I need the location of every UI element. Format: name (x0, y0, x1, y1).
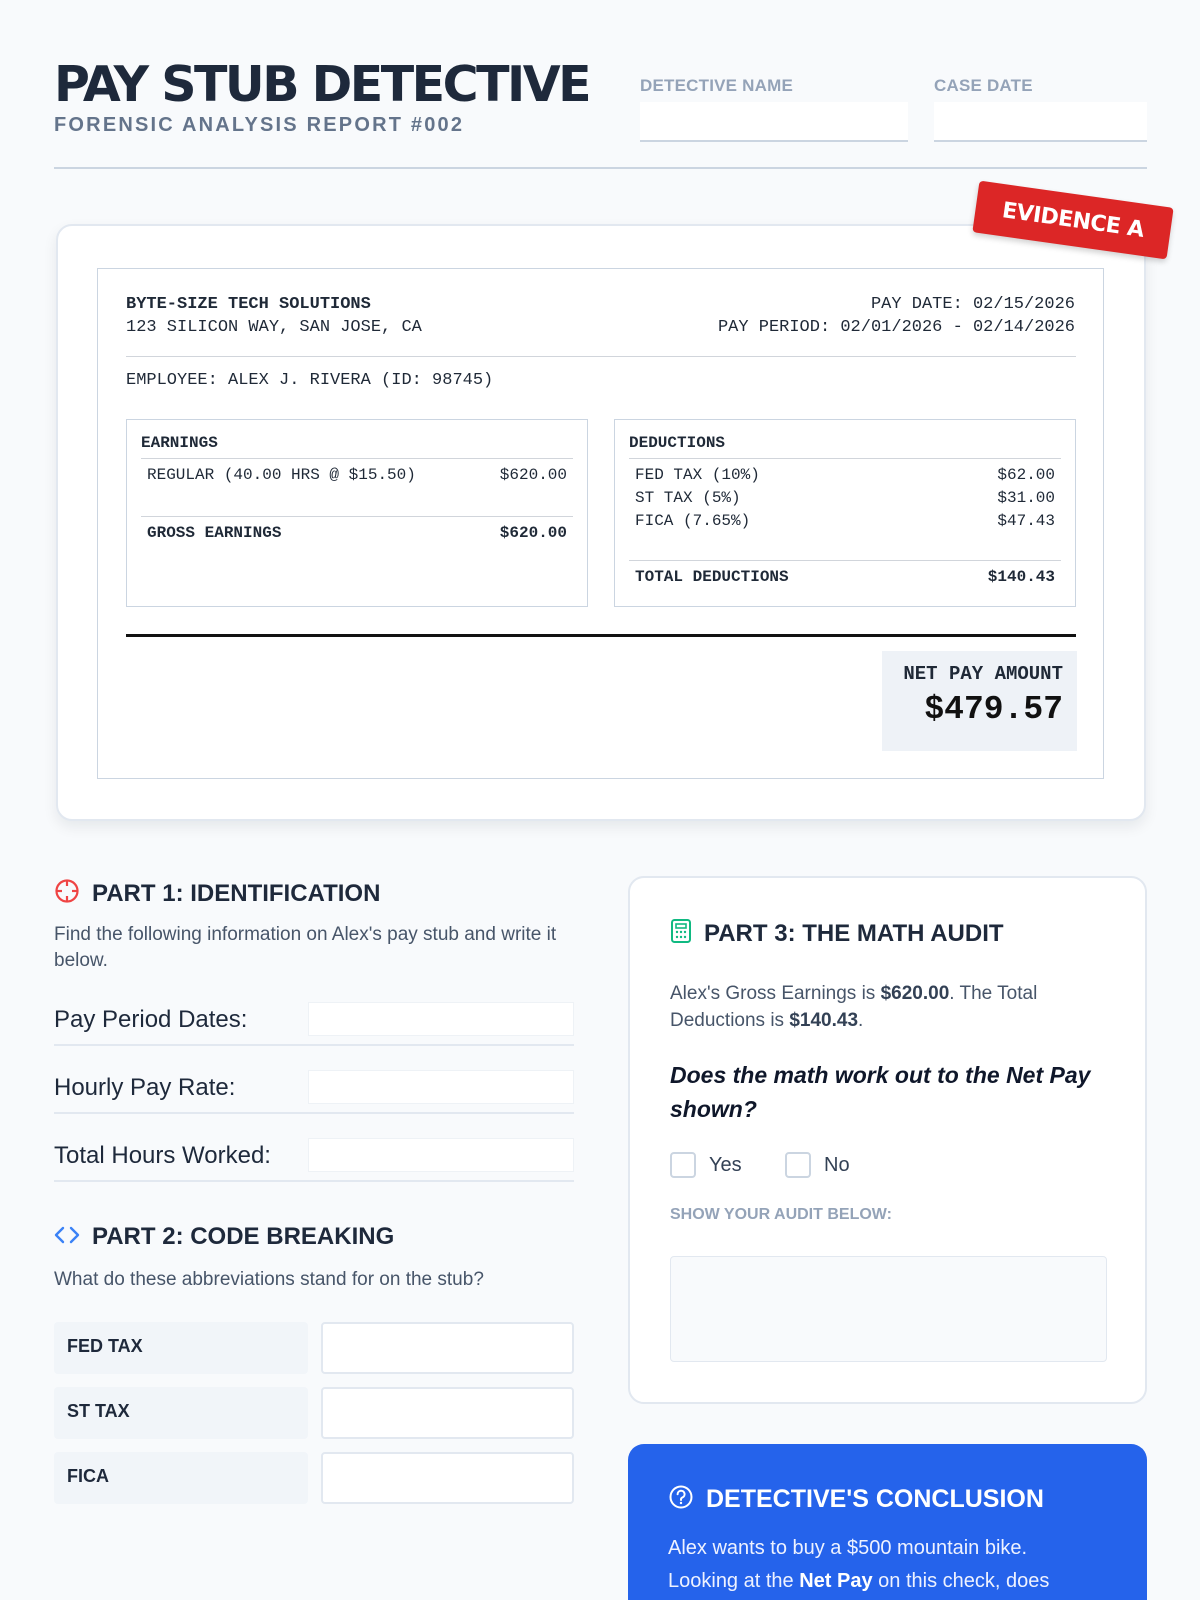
part1-description: Find the following information on Alex's pay stub and write it below. (54, 924, 557, 971)
question-row (54, 1070, 574, 1114)
deductions-heading: DEDUCTIONS (629, 434, 726, 452)
case-date-label: CASE DATE (934, 76, 1033, 95)
deduction-row-amount: $31.00 (997, 489, 1055, 507)
question-label: Total Hours Worked: (54, 1142, 271, 1169)
code-icon (54, 1224, 80, 1251)
earnings-row (147, 466, 567, 484)
page-subtitle: FORENSIC ANALYSIS REPORT #002 (54, 114, 465, 136)
question-label: Hourly Pay Rate: (54, 1074, 236, 1101)
deduction-row-label: FICA (7.65%) (635, 512, 751, 530)
earnings-header-rule (141, 458, 573, 459)
deductions-total-rule (629, 560, 1061, 561)
answer-input[interactable] (308, 1138, 574, 1172)
deduction-row (635, 512, 1055, 530)
total-deductions-label: TOTAL DEDUCTIONS (635, 568, 789, 586)
audit-text-3: . (858, 1010, 864, 1031)
help-circle-icon (668, 1484, 694, 1515)
audit-work-area[interactable] (670, 1256, 1107, 1362)
answer-input[interactable] (308, 1070, 574, 1104)
part1-heading (54, 878, 380, 909)
company-address: 123 SILICON WAY, SAN JOSE, CA (126, 318, 422, 337)
code-row (54, 1322, 574, 1374)
math-audit-card (628, 876, 1147, 1404)
conclusion-heading (668, 1484, 1044, 1515)
conclusion-text-2: on this check, does (872, 1570, 1050, 1592)
deduction-row-label: ST TAX (5%) (635, 489, 741, 507)
code-label: FED TAX (54, 1322, 308, 1374)
calculator-icon (670, 918, 692, 949)
part3-heading (670, 918, 1004, 949)
conclusion-text-1: Alex wants to buy a $500 mountain bike. Looking at the (668, 1537, 1028, 1592)
conclusion-card (628, 1444, 1147, 1600)
earnings-heading: EARNINGS (141, 434, 218, 452)
total-deductions-amount: $140.43 (987, 568, 1055, 586)
evidence-tag: EVIDENCE A (972, 181, 1173, 260)
company-name: BYTE-SIZE TECH SOLUTIONS (126, 295, 371, 314)
net-pay-divider (126, 634, 1076, 637)
conclusion-title: DETECTIVE'S CONCLUSION (706, 1485, 1044, 1513)
audit-label: SHOW YOUR AUDIT BELOW: (670, 1206, 892, 1223)
deduction-row-amount: $62.00 (997, 466, 1055, 484)
employee-info: EMPLOYEE: ALEX J. RIVERA (ID: 98745) (126, 371, 494, 390)
pay-stub (97, 268, 1104, 779)
audit-question: Does the math work out to the Net Pay shown? (670, 1062, 1091, 1122)
detective-name-label: DETECTIVE NAME (640, 76, 793, 95)
conclusion-text (668, 1532, 1088, 1598)
case-date-input[interactable] (934, 102, 1147, 142)
net-pay-box (882, 651, 1077, 751)
crosshair-icon (54, 878, 80, 909)
audit-facts (670, 980, 1110, 1034)
deductions-header-rule (629, 458, 1061, 459)
deduction-row (635, 466, 1055, 484)
detective-name-field (640, 76, 908, 142)
audit-gross-value: $620.00 (880, 983, 950, 1004)
code-answer-input[interactable] (321, 1387, 574, 1439)
no-checkbox[interactable] (785, 1152, 811, 1178)
deductions-table (614, 419, 1076, 607)
option-yes[interactable] (670, 1152, 742, 1178)
part2-heading (54, 1223, 394, 1251)
audit-text-1: Alex's Gross Earnings is (670, 983, 881, 1004)
question-label: Pay Period Dates: (54, 1006, 248, 1033)
yes-checkbox[interactable] (670, 1152, 696, 1178)
part3-title: PART 3: THE MATH AUDIT (704, 919, 1004, 947)
code-label: ST TAX (54, 1387, 308, 1439)
yes-label: Yes (709, 1153, 742, 1176)
code-row (54, 1387, 574, 1439)
net-pay-label: NET PAY AMOUNT (903, 663, 1063, 685)
question-row (54, 1138, 574, 1182)
detective-name-input[interactable] (640, 102, 908, 142)
no-label: No (824, 1153, 850, 1176)
earnings-row-label: REGULAR (40.00 HRS @ $15.50) (147, 466, 416, 484)
answer-input[interactable] (308, 1002, 574, 1036)
gross-earnings-row (147, 524, 567, 542)
stub-divider (126, 356, 1076, 357)
earnings-total-rule (141, 516, 573, 517)
code-answer-input[interactable] (321, 1452, 574, 1504)
question-row (54, 1002, 574, 1046)
conclusion-net-pay: Net Pay (799, 1570, 873, 1592)
deduction-row-label: FED TAX (10%) (635, 466, 760, 484)
earnings-row-amount: $620.00 (499, 466, 567, 484)
code-row (54, 1452, 574, 1504)
option-no[interactable] (785, 1152, 850, 1178)
header-divider (54, 167, 1147, 169)
earnings-table (126, 419, 588, 607)
part2-description: What do these abbreviations stand for on the stub? (54, 1269, 484, 1290)
total-deductions-row (635, 568, 1055, 586)
net-pay-amount: $479.57 (924, 691, 1063, 728)
audit-deductions-value: $140.43 (789, 1010, 859, 1031)
pay-date: PAY DATE: 02/15/2026 (870, 295, 1075, 314)
code-label: FICA (54, 1452, 308, 1504)
part2-title: PART 2: CODE BREAKING (92, 1223, 395, 1250)
page-title: PAY STUB DETECTIVE (54, 56, 590, 113)
deduction-row-amount: $47.43 (997, 512, 1055, 530)
pay-period: PAY PERIOD: 02/01/2026 - 02/14/2026 (717, 318, 1075, 337)
code-answer-input[interactable] (321, 1322, 574, 1374)
gross-earnings-amount: $620.00 (499, 524, 567, 542)
audit-text-2: . The Total Deductions is (670, 983, 1038, 1031)
case-date-field (934, 76, 1147, 142)
deduction-row (635, 489, 1055, 507)
gross-earnings-label: GROSS EARNINGS (147, 524, 282, 542)
part1-title: PART 1: IDENTIFICATION (92, 879, 381, 907)
